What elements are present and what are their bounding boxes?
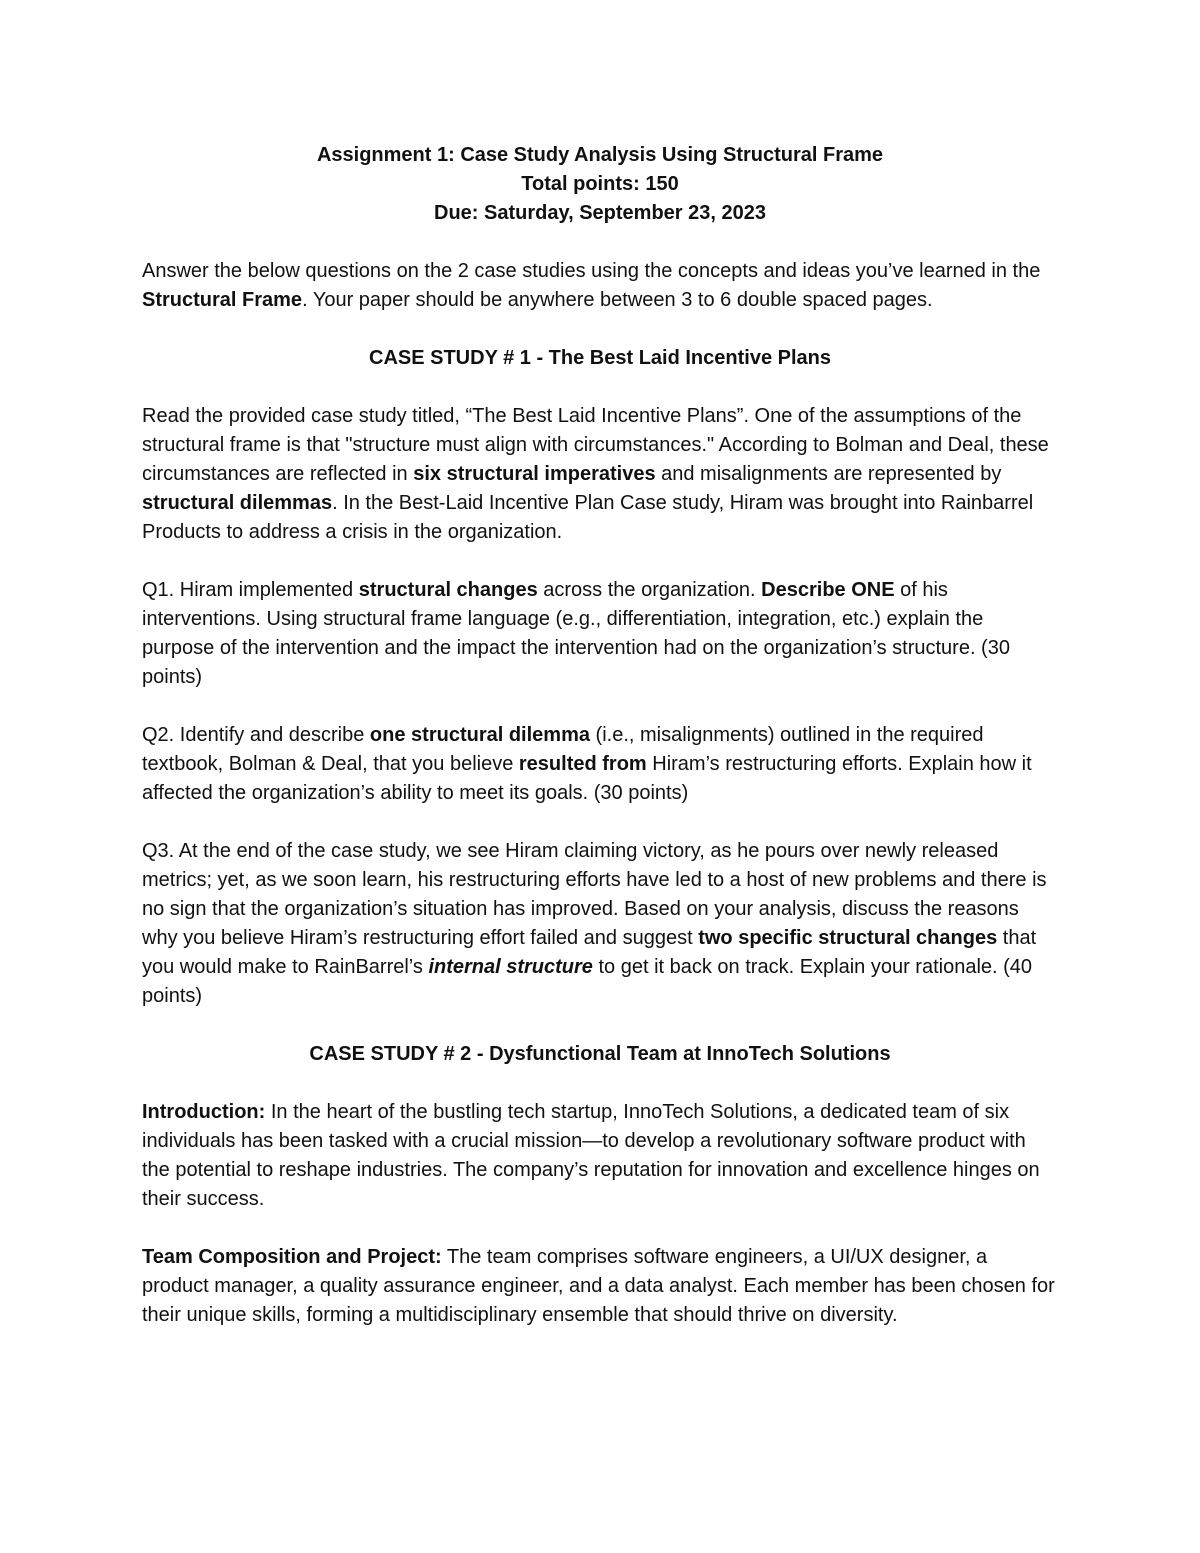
title-block [142,141,1058,228]
case-study-2-heading: CASE STUDY # 2 - Dysfunctional Team at InnoTech Solutions [309,1043,891,1065]
question-1: Q1. Hiram implemented structural changes across the organization. Describe ONE of his interventions. Using structural frame language (e.g., differentiation, integration, etc.) explain the purpose of the intervention and the impact the intervention had on the organization’s structure. (30 points) [142,579,1010,688]
total-points: Total points: 150 [521,173,679,195]
due-date: Due: Saturday, September 23, 2023 [434,202,766,224]
case-study-1-paragraph: Read the provided case study titled, “The Best Laid Incentive Plans”. One of the assumptions of the structural frame is that "structure must align with circumstances." According to Bolman and Deal, these circumstances are reflected in six structural imperatives and misalignments are represented by structural dilemmas. In the Best-Laid Incentive Plan Case study, Hiram was brought into Rainbarrel Products to address a crisis in the organization. [142,405,1049,543]
question-3: Q3. At the end of the case study, we see Hiram claiming victory, as he pours over newly released metrics; yet, as we soon learn, his restructuring efforts have led to a host of new problems and there is no sign that the organization’s situation has improved. Based on your analysis, discuss the reasons why you believe Hiram’s restructuring effort failed and suggest two specific structural changes that you would make to RainBarrel’s internal structure to get it back on track. Explain your rationale. (40 points) [142,840,1047,1007]
case-study-2-introduction: Introduction: In the heart of the bustling tech startup, InnoTech Solutions, a dedicated team of six individuals has been tasked with a crucial mission—to develop a revolutionary software product with the potential to reshape industries. The company’s reputation for innovation and excellence hinges on their success. [142,1101,1040,1210]
document-page [142,141,1058,1359]
intro-paragraph: Answer the below questions on the 2 case studies using the concepts and ideas you’ve learned in the Structural Frame. Your paper should be anywhere between 3 to 6 double spaced pages. [142,260,1041,311]
assignment-title: Assignment 1: Case Study Analysis Using Structural Frame [316,144,884,166]
question-2: Q2. Identify and describe one structural dilemma (i.e., misalignments) outlined in the required textbook, Bolman & Deal, that you believe resulted from Hiram’s restructuring efforts. Explain how it affected the organization’s ability to meet its goals. (30 points) [142,724,1032,804]
case-study-2-team-composition: Team Composition and Project: The team comprises software engineers, a UI/UX designer, a product manager, a quality assurance engineer, and a data analyst. Each member has been chosen for their unique skills, forming a multidisciplinary ensemble that should thrive on diversity. [142,1246,1055,1326]
case-study-1-heading: CASE STUDY # 1 - The Best Laid Incentive Plans [369,347,831,369]
